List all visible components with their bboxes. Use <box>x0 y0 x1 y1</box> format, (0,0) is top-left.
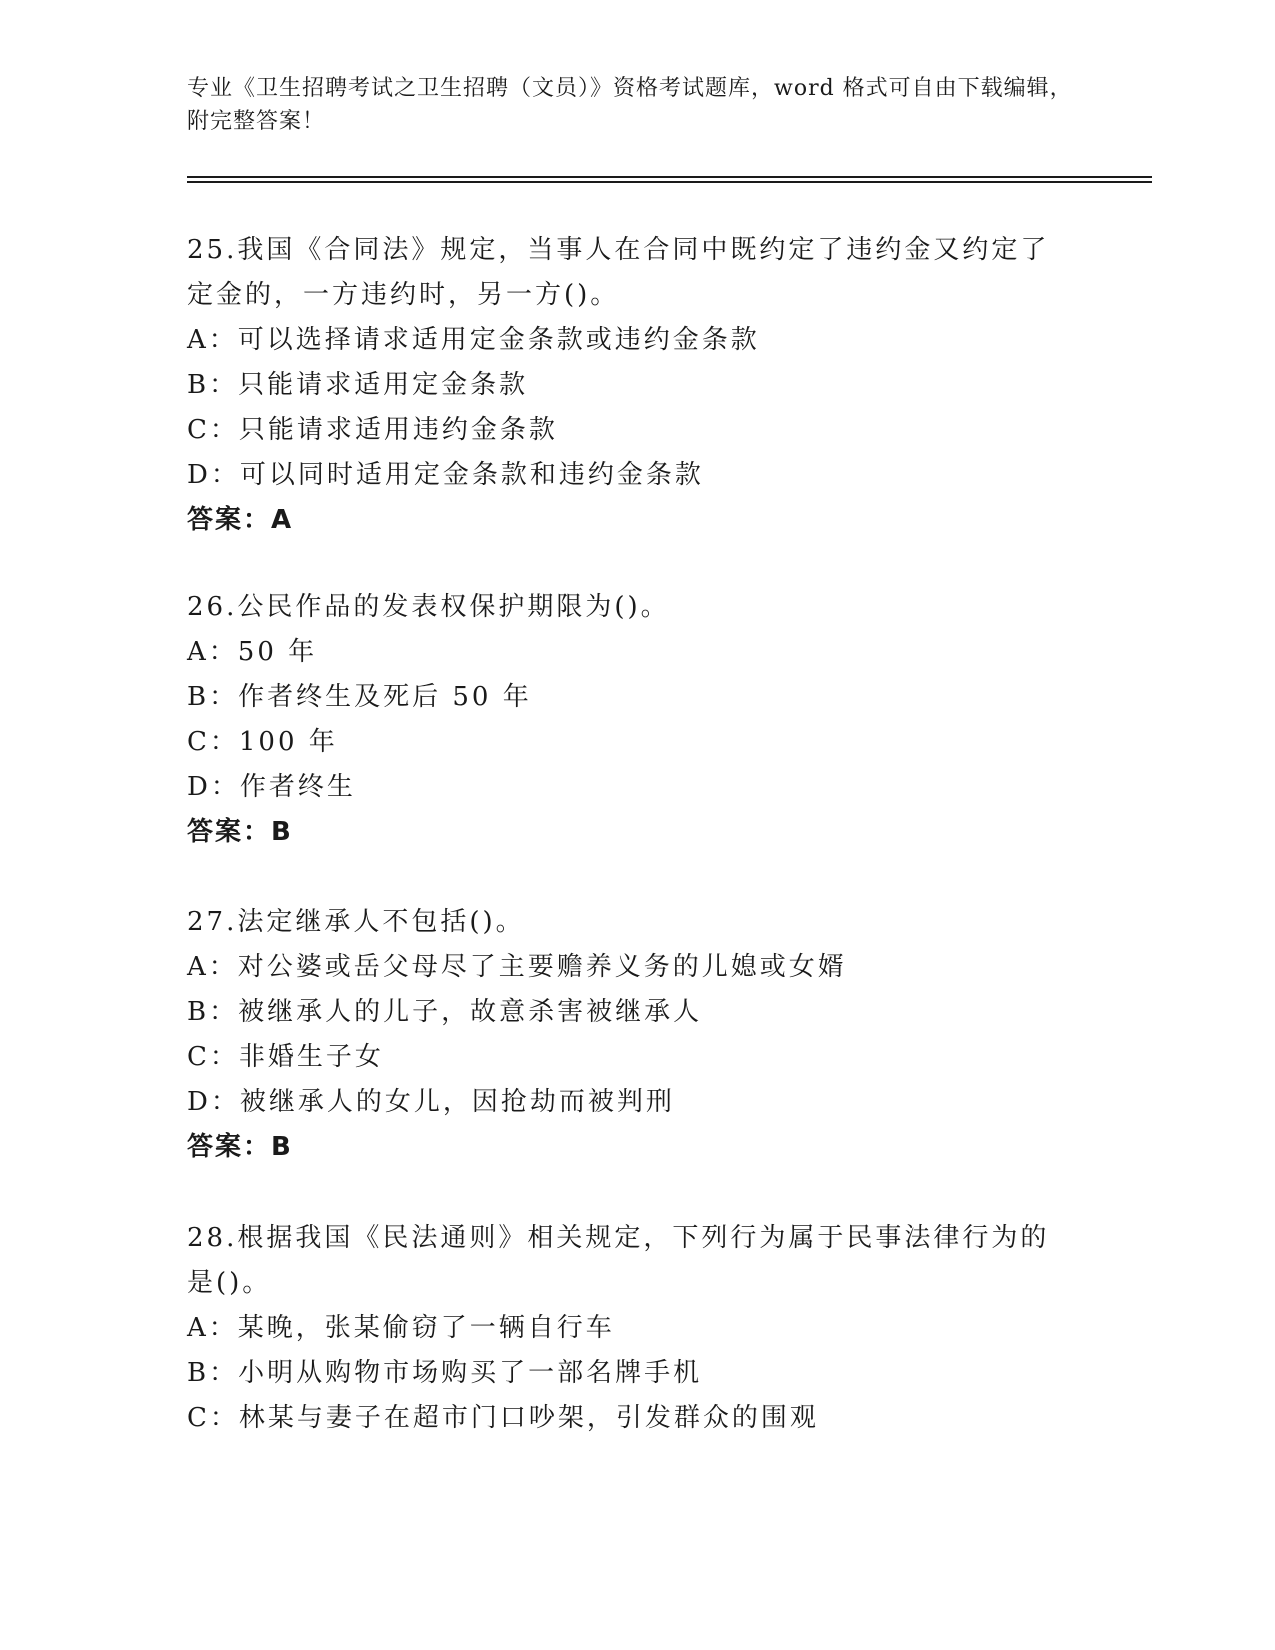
option-d: D：被继承人的女儿，因抢劫而被判刑 <box>187 1087 675 1117</box>
option-b: B：被继承人的儿子，故意杀害被继承人 <box>187 997 703 1027</box>
question-stem: 27.法定继承人不包括()。 <box>187 907 525 937</box>
question-28 <box>187 1216 1087 1441</box>
option-c: C：100 年 <box>187 727 338 757</box>
option-c: C：非婚生子女 <box>187 1042 384 1072</box>
question-stem: 28.根据我国《民法通则》相关规定，下列行为属于民事法律行为的是()。 <box>187 1223 1050 1298</box>
option-a: A：某晚，张某偷窃了一辆自行车 <box>187 1313 615 1343</box>
answer-label: 答案：B <box>187 1132 293 1162</box>
option-b: B：作者终生及死后 50 年 <box>187 682 532 712</box>
option-d: D：作者终生 <box>187 772 356 802</box>
header-divider-bottom <box>187 181 1152 183</box>
answer-label: 答案：B <box>187 817 293 847</box>
option-b: B：只能请求适用定金条款 <box>187 370 529 400</box>
option-c: C：林某与妻子在超市门口吵架，引发群众的围观 <box>187 1403 819 1433</box>
header-divider-top <box>187 176 1152 178</box>
answer-label: 答案：A <box>187 505 294 535</box>
question-stem: 26.公民作品的发表权保护期限为()。 <box>187 592 670 622</box>
option-c: C：只能请求适用违约金条款 <box>187 415 558 445</box>
option-a: A：可以选择请求适用定金条款或违约金条款 <box>187 325 760 355</box>
option-a: A：对公婆或岳父母尽了主要赡养义务的儿媳或女婿 <box>187 952 847 982</box>
document-header: 专业《卫生招聘考试之卫生招聘（文员）》资格考试题库，word 格式可自由下载编辑，附完整答案！ <box>187 76 1073 134</box>
question-26 <box>187 585 1087 855</box>
question-27 <box>187 900 1087 1170</box>
option-b: B：小明从购物市场购买了一部名牌手机 <box>187 1358 703 1388</box>
question-25 <box>187 228 1087 543</box>
option-d: D：可以同时适用定金条款和违约金条款 <box>187 460 704 490</box>
question-stem: 25.我国《合同法》规定，当事人在合同中既约定了违约金又约定了定金的，一方违约时，另一方()。 <box>187 235 1050 310</box>
option-a: A：50 年 <box>187 637 318 667</box>
